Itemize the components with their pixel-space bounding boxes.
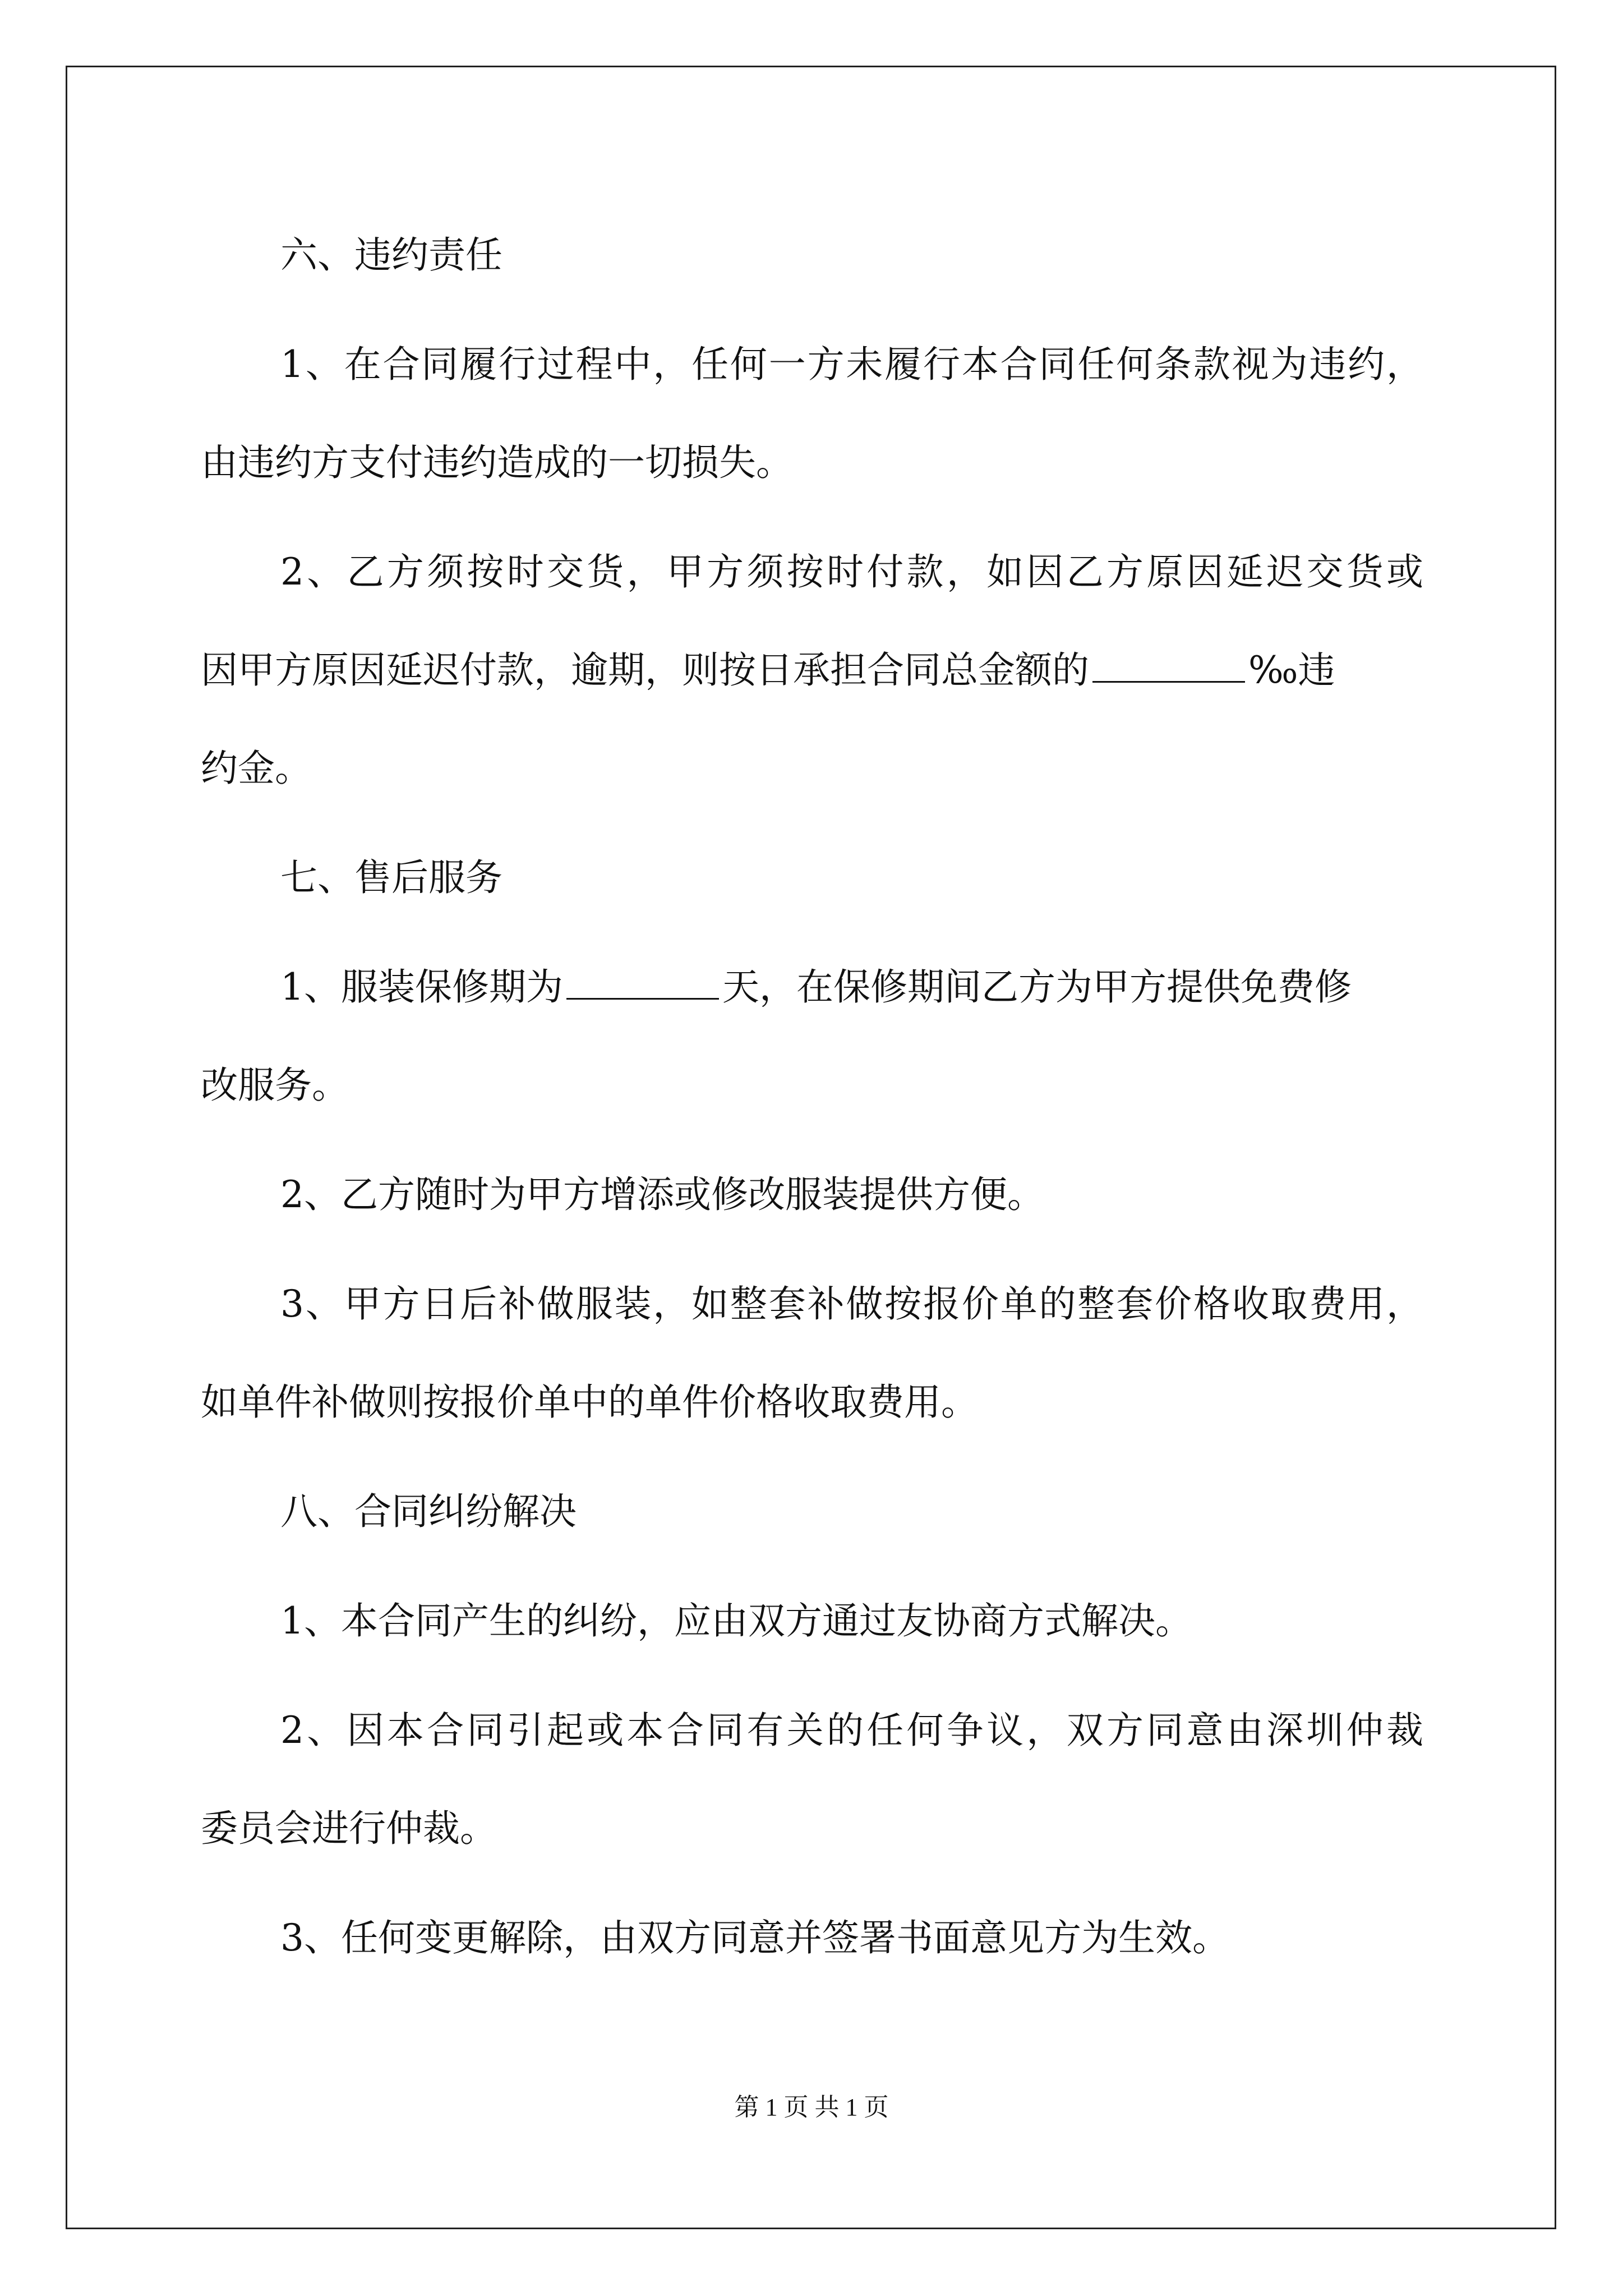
section-8-clause-1: 1、本合同产生的纠纷，应由双方通过友协商方式解决。 (280, 1599, 1192, 1642)
section-7-clause-1-line-1 (201, 951, 1352, 1024)
section-7-clause-1-line-2: 改服务。 (201, 1064, 349, 1107)
section-8-clause-2-line-2: 委员会进行仲裁。 (201, 1807, 497, 1850)
clause-text: ‰违 (1248, 648, 1335, 692)
section-8-clause-2-line-1: 2、因本合同引起或本合同有关的任何争议，双方同意由深圳仲裁 (280, 1709, 1423, 1752)
section-6-clause-1-line-1: 1、在合同履行过程中，任何一方未履行本合同任何条款视为违约， (280, 343, 1423, 386)
fill-in-blank[interactable] (1092, 644, 1245, 683)
section-6-clause-2-line-3: 约金。 (201, 747, 312, 790)
section-6-clause-1-line-2: 由违约方支付违约造成的一切损失。 (201, 441, 793, 484)
clause-text: 1、服装保修期为 (280, 965, 563, 1009)
section-7-clause-3-line-1: 3、甲方日后补做服装，如整套补做按报价单的整套价格收取费用， (280, 1282, 1423, 1326)
clause-text: 因甲方原因延迟付款，逾期，则按日承担合同总金额的 (201, 648, 1089, 692)
section-6-clause-2-line-2 (201, 634, 1335, 707)
section-8-clause-3: 3、任何变更解除，由双方同意并签署书面意见方为生效。 (280, 1916, 1229, 1959)
section-6-heading: 六、违约责任 (280, 233, 502, 277)
clause-text: 天，在保修期间乙方为甲方提供免费修 (722, 965, 1352, 1009)
fill-in-blank[interactable] (566, 961, 719, 1000)
section-8-heading: 八、合同纠纷解决 (280, 1490, 577, 1533)
section-7-heading: 七、售后服务 (280, 856, 502, 899)
page-footer: 第 1 页 共 1 页 (734, 2093, 889, 2121)
section-7-clause-2: 2、乙方随时为甲方增添或修改服装提供方便。 (280, 1173, 1044, 1216)
section-7-clause-3-line-2: 如单件补做则按报价单中的单件价格收取费用。 (201, 1381, 978, 1424)
section-6-clause-2-line-1: 2、乙方须按时交货，甲方须按时付款，如因乙方原因延迟交货或 (280, 550, 1423, 593)
